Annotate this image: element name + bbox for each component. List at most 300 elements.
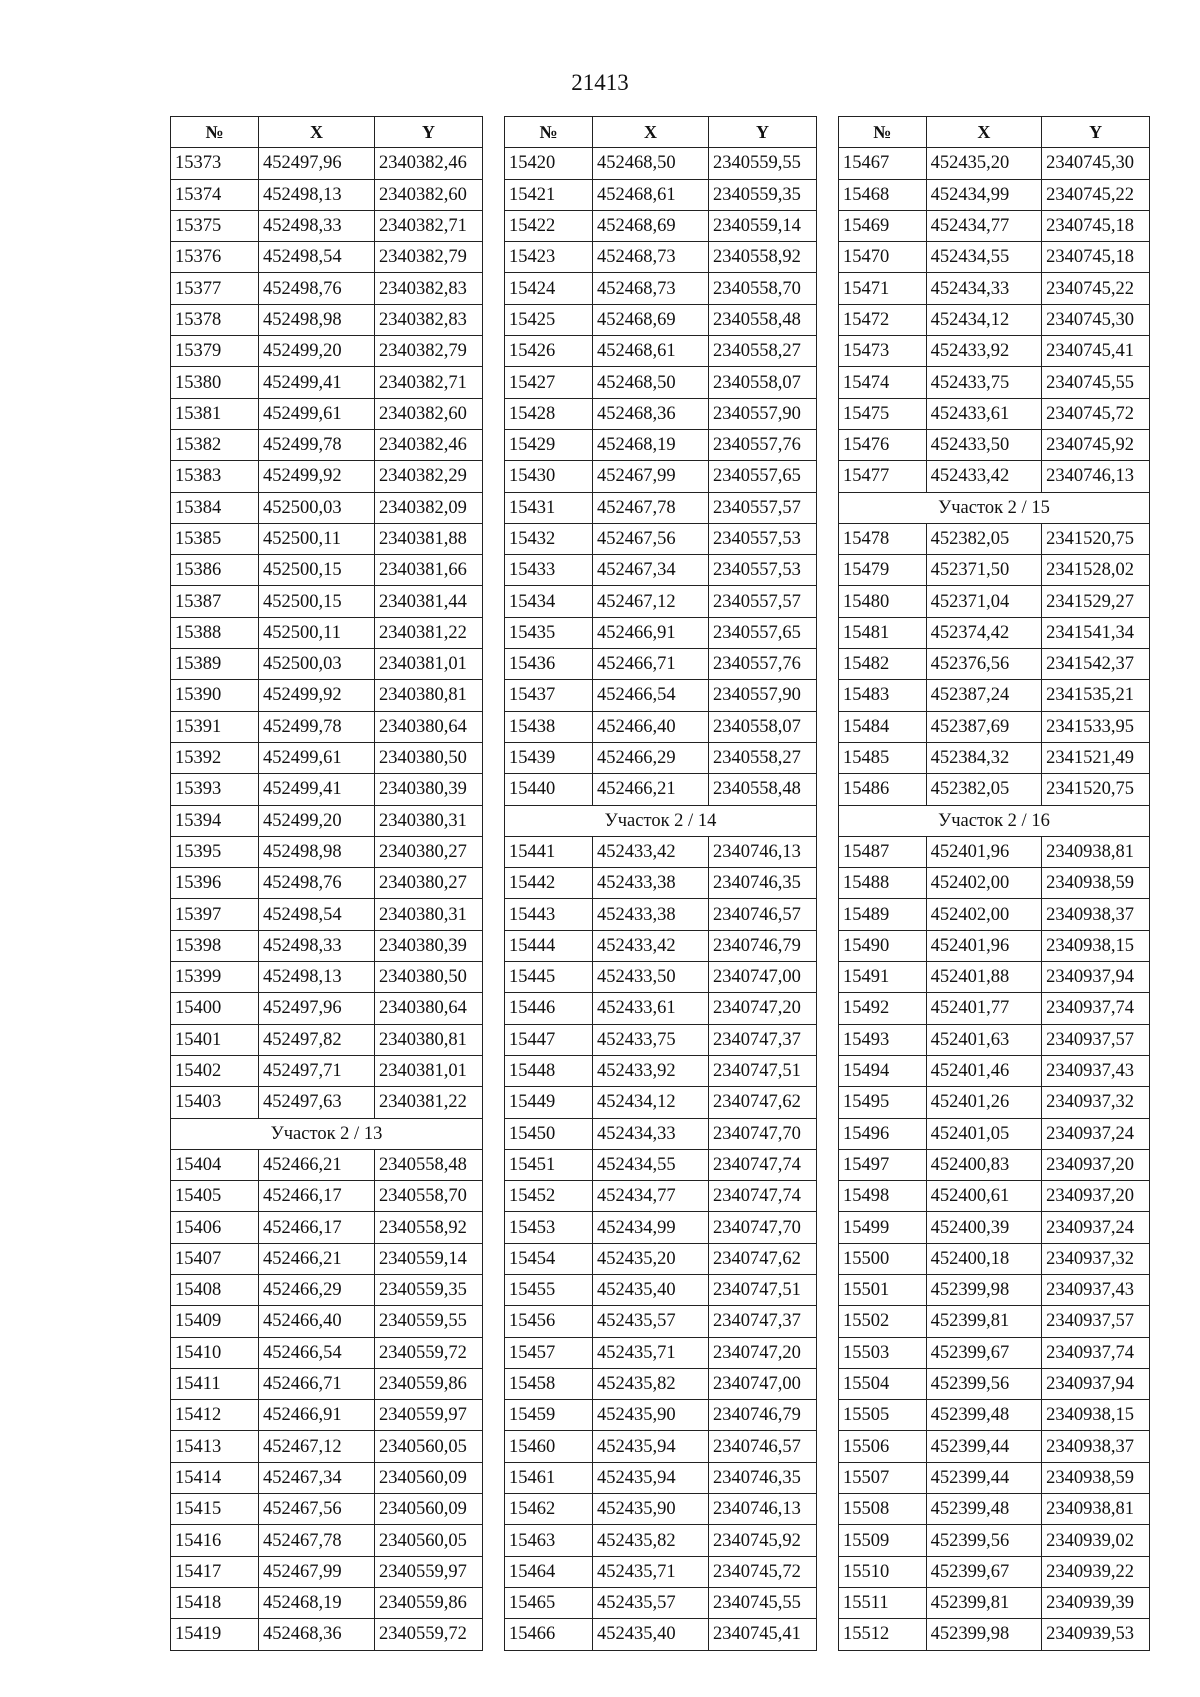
table-row	[839, 1274, 1150, 1305]
y-coordinate: 2340381,88	[375, 523, 483, 554]
y-coordinate: 2340747,20	[709, 1337, 817, 1368]
x-coordinate: 452466,40	[259, 1306, 375, 1337]
point-number: 15378	[171, 304, 259, 335]
table-row	[839, 1556, 1150, 1587]
table-row	[505, 962, 817, 993]
table-row	[505, 1494, 817, 1525]
table-row	[839, 304, 1150, 335]
table-row	[505, 742, 817, 773]
table-row	[505, 148, 817, 179]
table-row	[171, 836, 483, 867]
table-row	[171, 1149, 483, 1180]
header-number: №	[839, 117, 927, 148]
point-number: 15503	[839, 1337, 927, 1368]
y-coordinate: 2340559,97	[375, 1556, 483, 1587]
point-number: 15384	[171, 492, 259, 523]
y-coordinate: 2340558,48	[375, 1149, 483, 1180]
table-row	[171, 1212, 483, 1243]
point-number: 15453	[505, 1212, 593, 1243]
header-y: Y	[709, 117, 817, 148]
x-coordinate: 452498,33	[259, 930, 375, 961]
table-row	[171, 1400, 483, 1431]
x-coordinate: 452434,77	[593, 1181, 709, 1212]
point-number: 15434	[505, 586, 593, 617]
table-row	[171, 179, 483, 210]
y-coordinate: 2340560,09	[375, 1462, 483, 1493]
x-coordinate: 452497,63	[259, 1087, 375, 1118]
section-row	[171, 1118, 483, 1149]
x-coordinate: 452434,12	[926, 304, 1042, 335]
point-number: 15464	[505, 1556, 593, 1587]
point-number: 15392	[171, 742, 259, 773]
point-number: 15466	[505, 1619, 593, 1650]
x-coordinate: 452468,69	[593, 210, 709, 241]
y-coordinate: 2340382,46	[375, 429, 483, 460]
point-number: 15375	[171, 210, 259, 241]
x-coordinate: 452399,48	[926, 1400, 1042, 1431]
table-row	[505, 1055, 817, 1086]
point-number: 15451	[505, 1149, 593, 1180]
point-number: 15399	[171, 962, 259, 993]
x-coordinate: 452466,71	[259, 1368, 375, 1399]
y-coordinate: 2340747,70	[709, 1212, 817, 1243]
x-coordinate: 452371,50	[926, 555, 1042, 586]
y-coordinate: 2340380,31	[375, 899, 483, 930]
table-row	[171, 1494, 483, 1525]
header-y: Y	[1042, 117, 1150, 148]
x-coordinate: 452401,96	[926, 930, 1042, 961]
x-coordinate: 452499,20	[259, 336, 375, 367]
x-coordinate: 452433,50	[593, 962, 709, 993]
point-number: 15473	[839, 336, 927, 367]
y-coordinate: 2341528,02	[1042, 555, 1150, 586]
y-coordinate: 2340746,57	[709, 899, 817, 930]
table-row	[505, 1243, 817, 1274]
table-row	[839, 1118, 1150, 1149]
y-coordinate: 2340557,53	[709, 523, 817, 554]
point-number: 15406	[171, 1212, 259, 1243]
table-row	[171, 523, 483, 554]
header-x: X	[593, 117, 709, 148]
x-coordinate: 452467,78	[593, 492, 709, 523]
table-row	[839, 1149, 1150, 1180]
point-number: 15460	[505, 1431, 593, 1462]
table-row	[505, 555, 817, 586]
y-coordinate: 2340745,72	[1042, 398, 1150, 429]
x-coordinate: 452466,17	[259, 1181, 375, 1212]
point-number: 15502	[839, 1306, 927, 1337]
table-row	[839, 555, 1150, 586]
table-row	[171, 1087, 483, 1118]
table-row	[505, 774, 817, 805]
table-row	[839, 429, 1150, 460]
point-number: 15413	[171, 1431, 259, 1462]
y-coordinate: 2340557,76	[709, 649, 817, 680]
y-coordinate: 2340937,74	[1042, 1337, 1150, 1368]
point-number: 15404	[171, 1149, 259, 1180]
table-row	[171, 774, 483, 805]
y-coordinate: 2340558,48	[709, 774, 817, 805]
y-coordinate: 2340746,57	[709, 1431, 817, 1462]
y-coordinate: 2340559,72	[375, 1619, 483, 1650]
table-row	[505, 1274, 817, 1305]
x-coordinate: 452466,91	[259, 1400, 375, 1431]
table-row	[839, 742, 1150, 773]
point-number: 15426	[505, 336, 593, 367]
table-row	[505, 1149, 817, 1180]
y-coordinate: 2340559,97	[375, 1400, 483, 1431]
y-coordinate: 2340380,31	[375, 805, 483, 836]
table-row	[839, 1587, 1150, 1618]
point-number: 15425	[505, 304, 593, 335]
y-coordinate: 2340745,55	[709, 1587, 817, 1618]
x-coordinate: 452466,29	[593, 742, 709, 773]
x-coordinate: 452497,96	[259, 148, 375, 179]
x-coordinate: 452467,12	[593, 586, 709, 617]
table-row	[505, 617, 817, 648]
x-coordinate: 452384,32	[926, 742, 1042, 773]
y-coordinate: 2340747,20	[709, 993, 817, 1024]
x-coordinate: 452402,00	[926, 899, 1042, 930]
section-title: Участок 2 / 15	[839, 492, 1150, 523]
x-coordinate: 452468,73	[593, 242, 709, 273]
point-number: 15390	[171, 680, 259, 711]
x-coordinate: 452499,61	[259, 742, 375, 773]
x-coordinate: 452466,29	[259, 1274, 375, 1305]
point-number: 15418	[171, 1587, 259, 1618]
table-row	[839, 1494, 1150, 1525]
coords-table-1	[170, 116, 483, 1651]
point-number: 15445	[505, 962, 593, 993]
y-coordinate: 2340746,13	[1042, 461, 1150, 492]
y-coordinate: 2340745,41	[709, 1619, 817, 1650]
x-coordinate: 452401,88	[926, 962, 1042, 993]
table-row	[171, 304, 483, 335]
section-title: Участок 2 / 13	[171, 1118, 483, 1149]
header-x: X	[926, 117, 1042, 148]
table-row	[171, 1243, 483, 1274]
table-row	[171, 868, 483, 899]
x-coordinate: 452382,05	[926, 523, 1042, 554]
y-coordinate: 2340382,71	[375, 210, 483, 241]
point-number: 15417	[171, 1556, 259, 1587]
x-coordinate: 452498,13	[259, 962, 375, 993]
header-number: №	[505, 117, 593, 148]
point-number: 15430	[505, 461, 593, 492]
point-number: 15492	[839, 993, 927, 1024]
x-coordinate: 452468,73	[593, 273, 709, 304]
x-coordinate: 452399,67	[926, 1556, 1042, 1587]
point-number: 15482	[839, 649, 927, 680]
x-coordinate: 452435,90	[593, 1494, 709, 1525]
y-coordinate: 2340745,92	[1042, 429, 1150, 460]
table-row	[839, 1431, 1150, 1462]
point-number: 15382	[171, 429, 259, 460]
point-number: 15501	[839, 1274, 927, 1305]
y-coordinate: 2340381,22	[375, 617, 483, 648]
point-number: 15386	[171, 555, 259, 586]
table-row	[505, 1181, 817, 1212]
x-coordinate: 452433,92	[593, 1055, 709, 1086]
point-number: 15374	[171, 179, 259, 210]
x-coordinate: 452500,03	[259, 492, 375, 523]
point-number: 15444	[505, 930, 593, 961]
point-number: 15385	[171, 523, 259, 554]
point-number: 15459	[505, 1400, 593, 1431]
point-number: 15511	[839, 1587, 927, 1618]
y-coordinate: 2340381,01	[375, 1055, 483, 1086]
x-coordinate: 452399,98	[926, 1619, 1042, 1650]
point-number: 15394	[171, 805, 259, 836]
point-number: 15420	[505, 148, 593, 179]
point-number: 15424	[505, 273, 593, 304]
y-coordinate: 2340746,35	[709, 1462, 817, 1493]
y-coordinate: 2340559,72	[375, 1337, 483, 1368]
point-number: 15440	[505, 774, 593, 805]
point-number: 15471	[839, 273, 927, 304]
table-row	[839, 868, 1150, 899]
point-number: 15498	[839, 1181, 927, 1212]
y-coordinate: 2341520,75	[1042, 523, 1150, 554]
x-coordinate: 452499,92	[259, 461, 375, 492]
point-number: 15383	[171, 461, 259, 492]
y-coordinate: 2340937,94	[1042, 962, 1150, 993]
x-coordinate: 452435,82	[593, 1525, 709, 1556]
point-number: 15442	[505, 868, 593, 899]
table-row	[171, 492, 483, 523]
table-row	[171, 742, 483, 773]
x-coordinate: 452371,04	[926, 586, 1042, 617]
table-row	[839, 1337, 1150, 1368]
y-coordinate: 2340939,53	[1042, 1619, 1150, 1650]
x-coordinate: 452466,21	[259, 1243, 375, 1274]
y-coordinate: 2340937,24	[1042, 1118, 1150, 1149]
x-coordinate: 452467,34	[259, 1462, 375, 1493]
x-coordinate: 452434,77	[926, 210, 1042, 241]
y-coordinate: 2340937,43	[1042, 1274, 1150, 1305]
y-coordinate: 2340937,43	[1042, 1055, 1150, 1086]
point-number: 15395	[171, 836, 259, 867]
x-coordinate: 452401,96	[926, 836, 1042, 867]
y-coordinate: 2341542,37	[1042, 649, 1150, 680]
point-number: 15397	[171, 899, 259, 930]
point-number: 15512	[839, 1619, 927, 1650]
x-coordinate: 452466,21	[593, 774, 709, 805]
x-coordinate: 452401,77	[926, 993, 1042, 1024]
point-number: 15437	[505, 680, 593, 711]
x-coordinate: 452467,78	[259, 1525, 375, 1556]
y-coordinate: 2340559,86	[375, 1587, 483, 1618]
table-row	[505, 492, 817, 523]
x-coordinate: 452387,24	[926, 680, 1042, 711]
y-coordinate: 2340746,79	[709, 930, 817, 961]
table-row	[171, 461, 483, 492]
x-coordinate: 452433,92	[926, 336, 1042, 367]
x-coordinate: 452435,94	[593, 1462, 709, 1493]
table-row	[505, 1525, 817, 1556]
point-number: 15391	[171, 711, 259, 742]
point-number: 15435	[505, 617, 593, 648]
y-coordinate: 2340937,20	[1042, 1149, 1150, 1180]
table-row	[505, 993, 817, 1024]
y-coordinate: 2340937,32	[1042, 1243, 1150, 1274]
table-row	[839, 179, 1150, 210]
point-number: 15495	[839, 1087, 927, 1118]
x-coordinate: 452498,76	[259, 273, 375, 304]
point-number: 15456	[505, 1306, 593, 1337]
x-coordinate: 452498,98	[259, 304, 375, 335]
x-coordinate: 452467,12	[259, 1431, 375, 1462]
y-coordinate: 2340382,83	[375, 273, 483, 304]
x-coordinate: 452497,82	[259, 1024, 375, 1055]
point-number: 15478	[839, 523, 927, 554]
table-row	[839, 1368, 1150, 1399]
x-coordinate: 452433,75	[926, 367, 1042, 398]
y-coordinate: 2340382,71	[375, 367, 483, 398]
y-coordinate: 2340747,00	[709, 1368, 817, 1399]
point-number: 15470	[839, 242, 927, 273]
y-coordinate: 2340560,05	[375, 1525, 483, 1556]
y-coordinate: 2340938,59	[1042, 868, 1150, 899]
table-row	[839, 273, 1150, 304]
section-row	[839, 492, 1150, 523]
point-number: 15396	[171, 868, 259, 899]
point-number: 15447	[505, 1024, 593, 1055]
x-coordinate: 452434,33	[926, 273, 1042, 304]
point-number: 15493	[839, 1024, 927, 1055]
table-row	[171, 148, 483, 179]
point-number: 15403	[171, 1087, 259, 1118]
x-coordinate: 452400,61	[926, 1181, 1042, 1212]
point-number: 15387	[171, 586, 259, 617]
table-row	[839, 242, 1150, 273]
table-row	[171, 1274, 483, 1305]
y-coordinate: 2340557,76	[709, 429, 817, 460]
table-row	[839, 461, 1150, 492]
point-number: 15373	[171, 148, 259, 179]
x-coordinate: 452433,38	[593, 899, 709, 930]
y-coordinate: 2340382,83	[375, 304, 483, 335]
point-number: 15415	[171, 1494, 259, 1525]
x-coordinate: 452402,00	[926, 868, 1042, 899]
y-coordinate: 2340559,35	[709, 179, 817, 210]
y-coordinate: 2340560,05	[375, 1431, 483, 1462]
y-coordinate: 2340938,81	[1042, 836, 1150, 867]
x-coordinate: 452498,54	[259, 899, 375, 930]
point-number: 15490	[839, 930, 927, 961]
table-row	[839, 336, 1150, 367]
x-coordinate: 452500,11	[259, 523, 375, 554]
y-coordinate: 2340747,51	[709, 1274, 817, 1305]
point-number: 15448	[505, 1055, 593, 1086]
point-number: 15475	[839, 398, 927, 429]
table-row	[505, 336, 817, 367]
x-coordinate: 452500,15	[259, 586, 375, 617]
y-coordinate: 2340938,37	[1042, 899, 1150, 930]
point-number: 15496	[839, 1118, 927, 1149]
point-number: 15505	[839, 1400, 927, 1431]
y-coordinate: 2340938,59	[1042, 1462, 1150, 1493]
y-coordinate: 2340938,15	[1042, 1400, 1150, 1431]
header-row	[171, 117, 483, 148]
point-number: 15408	[171, 1274, 259, 1305]
coordinate-tables	[170, 116, 1150, 1645]
table-row	[505, 1368, 817, 1399]
point-number: 15423	[505, 242, 593, 273]
table-row	[505, 398, 817, 429]
table-row	[839, 711, 1150, 742]
y-coordinate: 2341529,27	[1042, 586, 1150, 617]
table-row	[171, 805, 483, 836]
y-coordinate: 2340557,65	[709, 617, 817, 648]
y-coordinate: 2340747,70	[709, 1118, 817, 1149]
table-row	[171, 711, 483, 742]
table-row	[171, 242, 483, 273]
point-number: 15474	[839, 367, 927, 398]
point-number: 15477	[839, 461, 927, 492]
x-coordinate: 452500,03	[259, 649, 375, 680]
y-coordinate: 2340939,39	[1042, 1587, 1150, 1618]
point-number: 15446	[505, 993, 593, 1024]
x-coordinate: 452467,99	[259, 1556, 375, 1587]
x-coordinate: 452498,54	[259, 242, 375, 273]
table-row	[839, 210, 1150, 241]
x-coordinate: 452433,42	[593, 836, 709, 867]
table-row	[839, 962, 1150, 993]
table-row	[171, 586, 483, 617]
x-coordinate: 452433,42	[926, 461, 1042, 492]
table-row	[839, 586, 1150, 617]
x-coordinate: 452498,33	[259, 210, 375, 241]
table-row	[505, 1306, 817, 1337]
x-coordinate: 452468,50	[593, 367, 709, 398]
x-coordinate: 452499,92	[259, 680, 375, 711]
point-number: 15398	[171, 930, 259, 961]
point-number: 15405	[171, 1181, 259, 1212]
y-coordinate: 2341541,34	[1042, 617, 1150, 648]
point-number: 15508	[839, 1494, 927, 1525]
y-coordinate: 2340557,90	[709, 398, 817, 429]
point-number: 15457	[505, 1337, 593, 1368]
table-row	[839, 1525, 1150, 1556]
y-coordinate: 2340938,15	[1042, 930, 1150, 961]
section-row	[839, 805, 1150, 836]
point-number: 15422	[505, 210, 593, 241]
y-coordinate: 2340380,39	[375, 774, 483, 805]
x-coordinate: 452400,83	[926, 1149, 1042, 1180]
y-coordinate: 2340380,64	[375, 711, 483, 742]
table-row	[839, 930, 1150, 961]
table-row	[839, 774, 1150, 805]
table-row	[505, 242, 817, 273]
y-coordinate: 2340745,22	[1042, 273, 1150, 304]
point-number: 15376	[171, 242, 259, 273]
point-number: 15510	[839, 1556, 927, 1587]
point-number: 15401	[171, 1024, 259, 1055]
point-number: 15472	[839, 304, 927, 335]
x-coordinate: 452387,69	[926, 711, 1042, 742]
point-number: 15488	[839, 868, 927, 899]
x-coordinate: 452499,78	[259, 711, 375, 742]
y-coordinate: 2340938,81	[1042, 1494, 1150, 1525]
y-coordinate: 2340746,13	[709, 836, 817, 867]
point-number: 15431	[505, 492, 593, 523]
table-row	[171, 1337, 483, 1368]
point-number: 15479	[839, 555, 927, 586]
table-row	[505, 899, 817, 930]
table-row	[505, 273, 817, 304]
y-coordinate: 2340939,02	[1042, 1525, 1150, 1556]
